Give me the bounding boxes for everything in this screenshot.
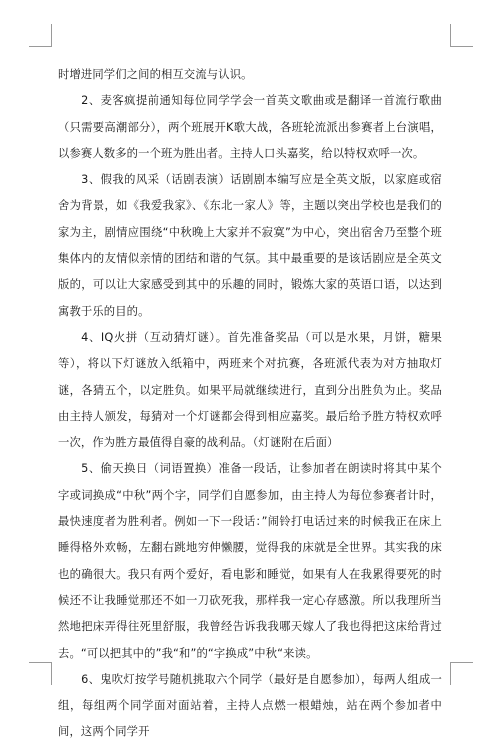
crop-mark-top-right [450,24,473,47]
paragraph-item-2-k-song-battle: 2、麦客疯提前通知每位同学学会一首英文歌曲或是翻译一首流行歌曲（只需要高潮部分），两个班展开K歌大战，各班轮流派出参赛者上台演唱，以参赛人数多的一个班为胜出者。主持人口头嘉奖，给以特权欢呼一次。 [58,94,442,160]
paragraph-item-3-drama-show: 3、假我的风采（话剧表演）话剧剧本编写应是全英文版，以家庭或宿舍为背景，如《我爱我家》、《东北一家人》等，主题以突出学校也是我们的家为主，剧情应围绕“中秋晚上大家并不寂寞”为中心，突出宿舍乃至整个班集体内的友情似亲情的团结和谐的气氛。其中最重要的是该话剧应是全英文版的，可以让大家感受到其中的乐趣的同时，锻炼大家的英语口语，以达到寓教于乐的目的。 [58,173,442,318]
crop-mark-top-left [29,24,52,47]
document-body [58,62,442,746]
paragraph-item-6-candle-game: 6、鬼吹灯按学号随机挑取六个同学（最好是自愿参加），每两人组成一组，每组两个同学面对面站着，主持人点燃一根蜡烛，站在两个参加者中间，这两个同学开 [58,672,442,739]
paragraph-item-4-riddles: 4、IQ火拼（互动猜灯谜）。首先准备奖品（可以是水果，月饼，糖果等），将以下灯谜放入纸箱中，两班来个对抗赛，各班派代表为对方抽取灯谜，各猜五个，以定胜负。如果平局就继续进行，直到分出胜负为止。奖品由主持人颁发，每猜对一个灯谜都会得到相应嘉奖。最后给予胜方特权欢呼一次，作为胜方最值得自豪的战利品。（灯谜附在后面） [58,330,442,450]
paragraph-item-5-word-swap: 5、偷天换日（词语置换）准备一段话，让参加者在朗读时将其中某个字或词换成“中秋”两个字，同学们自愿参加，由主持人为每位参赛者计时，最快速度者为胜利者。例如一下一段话：”闹铃打电话过来的时候我正在床上睡得格外欢畅，左翻右跳地穷伸懒腰，觉得我的床就是全世界。其实我的床也的确很大。我只有两个爱好，看电影和睡觉，如果有人在我累得要死的时候还不让我睡觉那还不如一刀砍死我，那样我一定心存感激。所以我理所当然地把床弄得往死里舒服，我曾经告诉我我哪天嫁人了我也得把这床给背过去。“可以把其中的”我“和”的“字换成”中秋“来读。 [58,462,442,660]
crop-mark-bottom-right [450,662,473,685]
crop-mark-bottom-left [29,662,52,685]
paragraph-continuation: 时增进同学们之间的相互交流与认识。 [58,68,253,81]
